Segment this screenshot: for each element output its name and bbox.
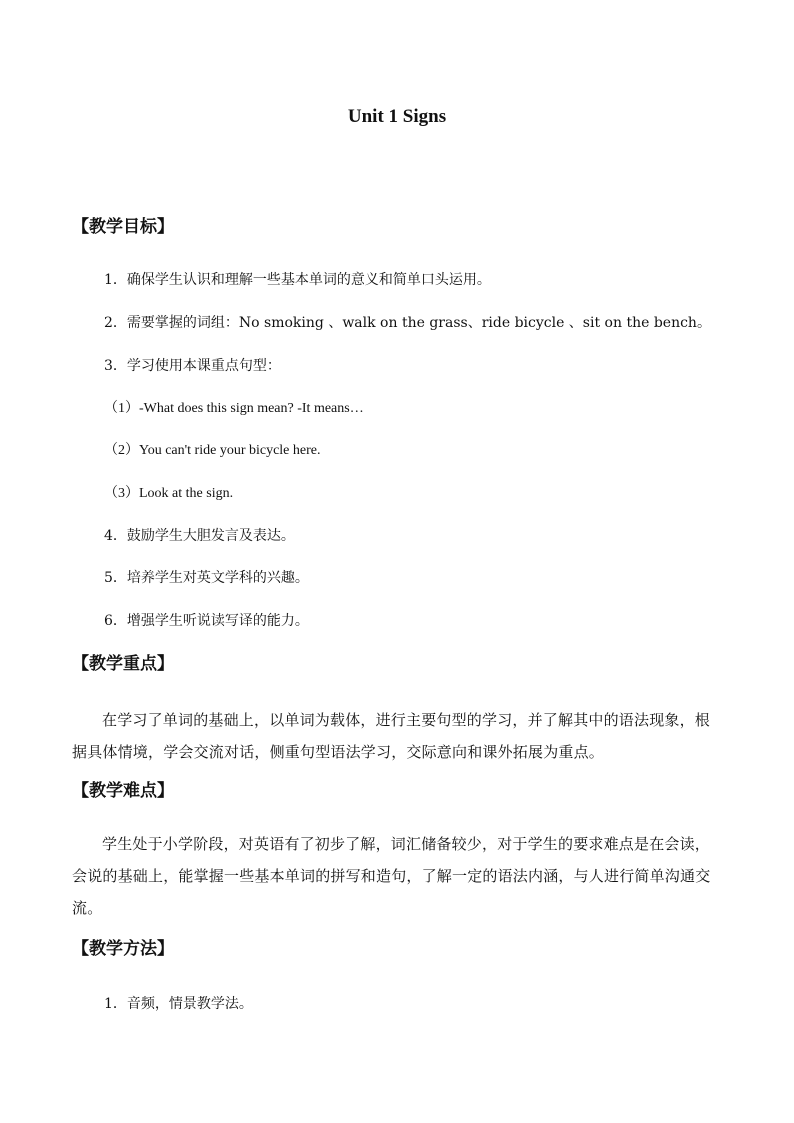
objective-subitem-3: （3）Look at the sign. (104, 486, 234, 501)
objective-item-1: 1．确保学生认识和理解一些基本单词的意义和简单口头运用。 (104, 272, 491, 288)
document-title: Unit 1 Signs (347, 106, 447, 127)
heading-difficulties: 【教学难点】 (72, 781, 174, 801)
difficulties-paragraph: 学生处于小学阶段，对英语有了初步了解，词汇储备较少，对于学生的要求难点是在会读，会说的基础上，能掌握一些基本单词的拼写和造句，了解一定的语法内涵，与人进行简单沟通交流。 (72, 835, 711, 917)
objective-item-6: 6．增强学生听说读写译的能力。 (104, 613, 309, 629)
objective-subitem-2: （2）You can't ride your bicycle here. (104, 443, 321, 458)
heading-methods: 【教学方法】 (72, 939, 174, 959)
heading-objectives: 【教学目标】 (72, 217, 174, 237)
heading-key-points: 【教学重点】 (72, 654, 174, 674)
objective-item-4: 4．鼓励学生大胆发言及表达。 (104, 528, 295, 544)
key-points-paragraph: 在学习了单词的基础上，以单词为载体，进行主要句型的学习，并了解其中的语法现象，根据具体情境，学会交流对话，侧重句型语法学习，交际意向和课外拓展为重点。 (72, 711, 711, 761)
objective-item-3: 3．学习使用本课重点句型： (104, 358, 281, 374)
objective-item-5: 5．培养学生对英文学科的兴趣。 (104, 570, 309, 586)
method-item-1: 1．音频，情景教学法。 (104, 996, 253, 1012)
objective-subitem-1: （1）-What does this sign mean? -It means… (104, 401, 364, 416)
objective-item-2: 2．需要掌握的词组：No smoking 、walk on the grass、ride bicycle 、sit on the bench。 (104, 315, 711, 331)
